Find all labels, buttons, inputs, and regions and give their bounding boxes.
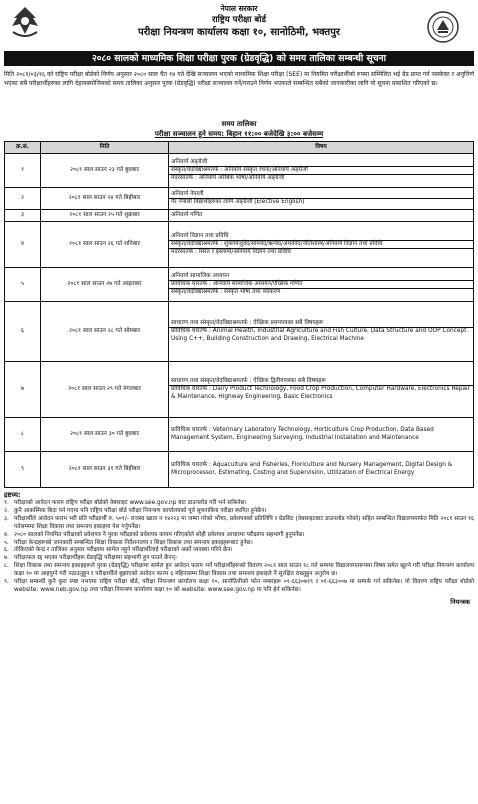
note-number: २. (4, 507, 9, 514)
table-row (5, 222, 474, 268)
subject-line: मदरसातर्फ : अनिवार्य अरेबिक भाषा/अनिवार्य अङ्ग्रेजी (171, 175, 285, 182)
note-number: ८. (4, 563, 9, 570)
row-subjects (169, 154, 474, 188)
subject-line: अनिवार्य सामाजिक अध्ययन (169, 273, 473, 281)
table-row (5, 362, 474, 418)
note-number: ७. (4, 555, 9, 562)
row-subjects (169, 362, 474, 418)
note-number: ६. (4, 547, 9, 554)
office-name: परीक्षा नियन्त्रण कार्यालय कक्षा १०, सानोठिमी, भक्तपुर (138, 27, 340, 38)
subject-line: संस्कृत/वेदविद्याश्रमतर्फ : संस्कृत भाषा तथा व्याकरण (171, 289, 281, 296)
row-subjects (169, 418, 474, 452)
note-text: परीक्षाफल रद्द भएका परीक्षार्थीहरू ग्रेडवृद्धि परीक्षामा सहभागी हुन पाउने छैनन्। (14, 555, 177, 562)
note-number: ३. (4, 515, 9, 522)
row-subjects (169, 188, 474, 210)
note-number: ५. (4, 539, 9, 546)
note-item (4, 516, 474, 532)
subject-line: साधारण तथा संस्कृत/वेदविद्याश्रमतर्फ : ऐच्छिक द्वितीयपत्रका सबै विषयहरू (169, 378, 473, 386)
govt-name: नेपाल सरकार (220, 4, 258, 13)
subject-line: प्राविधिक धारतर्फ : Dairy Product Technology, Food Crop Production, Computer Hardware, Electronics Repair & Maintenance, Highway Engineering, Basic Electronics (171, 386, 470, 400)
row-subjects (169, 210, 474, 222)
row-sn: ९ (5, 452, 41, 488)
table-row (5, 452, 474, 488)
row-date: २०८१ साल साउन २३ गते बुधबार (41, 154, 169, 188)
subject-line: संस्कृत/वेदविद्याश्रमतर्फ : शुक्लयजुर्वेद/सामवेद/ऋग्वेद/अथर्ववेद/नीतिशास्त्र/अनिवार्य विज्ञान तथा प्रविधि (169, 241, 473, 249)
notice-page (4, 4, 474, 796)
exam-time-line: परीक्षा सञ्चालन हुने समय: बिहान ११:०० बजेदेखि ३:०० बजेसम्म (154, 130, 324, 138)
row-date: २०८१ साल साउन २८ गते सोमबार (41, 302, 169, 362)
table-row (5, 154, 474, 188)
subject-line: साधारण तथा संस्कृत/वेदविद्याश्रमतर्फ : ऐच्छिक प्रथमपत्रका सबै विषयहरू (169, 320, 473, 328)
note-item (4, 500, 474, 508)
row-sn: ६ (5, 302, 41, 362)
schedule-table (4, 141, 474, 488)
table-row (5, 268, 474, 302)
note-text: कुनै आकस्मिक बिदा पर्न गएमा पनि राष्ट्रिय परीक्षा बोर्ड परीक्षा नियन्त्रण कार्यालयको पूर्व सूचनाबिना परीक्षा स्थगित हुनेछैन। (14, 507, 267, 514)
note-number: ४. (4, 531, 9, 538)
row-date: २०८१ साल साउन २६ गते शनिबार (41, 222, 169, 268)
subject-line: प्राविधिक धारतर्फ : Animal Health, Industrial Agriculture and Fish Culture, Data Structure and OOP Concept Using C++, Building Construction and Drawing, Electrical Machine (171, 328, 467, 342)
subject-line: संस्कृत/वेदविद्याश्रमतर्फ : अनिवार्य संस्कृत रचना/अनिवार्य अङ्ग्रेजी (169, 167, 473, 175)
row-sn: ५ (5, 268, 41, 302)
row-date: २०८१ साल साउन ३१ गते बिहीबार (41, 452, 169, 488)
note-text: परीक्षाको आवेदन फारम राष्ट्रिय परीक्षा बोर्डको वेबसाइट www.see.gov.np बाट डाउनलोड गरी भर्न सकिनेछ। (14, 500, 247, 506)
row-sn: ८ (5, 418, 41, 452)
notice-title-banner: २०८० सालको माध्यमिक शिक्षा परीक्षा पुरक (ग्रेडवृद्धि) को समय तालिका सम्बन्धी सूचना (4, 51, 474, 66)
subject-line: प्राविधिक धारतर्फ : Veterinary Laboratory Technology, Horticulture Crop Production, Data Based Management System, Engineering Surveying, Industrial Installation and Maintenance (171, 427, 434, 441)
row-sn: ७ (5, 362, 41, 418)
note-text: परीक्षार्थीले आवेदन फारम भरी प्रति परीक्षार्थी रु. ५०१/- राजस्व खाता न १४२२३ मा जम्मा गरेको भौचर, प्रवेशपत्रको प्रतिलिपि र ग्रेडसिट (वेबसाइटबाट डाउनलोड गरेको) सहित सम्बन्धित विद्यालयमार्फत मिति २०८१ साउन १६ गतेसम्ममा शिक्षा विकास तथा समन्वय इकाइमा पेश गर्नुपर्नेछ। (14, 515, 474, 530)
note-number: १. (4, 500, 9, 506)
table-row (5, 210, 474, 222)
header (4, 4, 474, 48)
nepal-emblem-icon (10, 6, 40, 40)
table-header-row (5, 142, 474, 154)
board-name: राष्ट्रिय परीक्षा बोर्ड (211, 15, 267, 25)
row-date: २०८१ साल साउन २७ गते आइतबार (41, 268, 169, 302)
table-row (5, 302, 474, 362)
notes-list (4, 500, 474, 595)
note-item (4, 563, 474, 579)
row-subjects (169, 222, 474, 268)
row-date: २०८१ साल साउन ३० गते बुधबार (41, 418, 169, 452)
table-row (5, 188, 474, 210)
row-sn: ३ (5, 210, 41, 222)
subject-line: अनिवार्य अङ्ग्रेजी (169, 159, 473, 167)
header-sn: क्र.सं. (5, 142, 41, 154)
note-item (4, 579, 474, 595)
table-row (5, 418, 474, 452)
header-date: मिति (41, 142, 169, 154)
row-subjects (169, 268, 474, 302)
note-item (4, 532, 474, 540)
row-subjects (169, 452, 474, 488)
subject-line: अनिवार्य नेपाली (169, 191, 473, 199)
subject-line: अनिवार्य गणित (171, 211, 203, 218)
subject-line: प्राविधिक धारतर्फ : अनिवार्य सामाजिक अध्ययन/ऐच्छिक गणित (169, 281, 473, 289)
row-date: २०८१ साल साउन २५ गते शुक्रबार (41, 210, 169, 222)
subject-line: अनिवार्य विज्ञान तथा प्रविधि (169, 233, 473, 241)
board-seal-icon (426, 10, 460, 44)
row-sn: २ (5, 188, 41, 210)
note-text: २०८० सालको नियमित परीक्षाको प्रवेशपत्र नै पुरक परीक्षाको प्रवेशपत्र कायम गरिएकोले सोही प्रवेशपत्र आधारमा परीक्षामा सहभागी हुनुपर्नेछ। (14, 531, 305, 538)
note-item (4, 508, 474, 516)
row-sn: ४ (5, 222, 41, 268)
note-text: परीक्षा सम्बन्धी कुनै कुरा स्पष्ट नभएमा राष्ट्रिय परीक्षा बोर्ड, परीक्षा नियन्त्रण कार्यालय कक्षा १०, सानोठिमीको फोन नम्बरहरू ०१-६६३०७१९ र ०१-६६३००७ मा सम्पर्क गर्न सकिनेछ। यो विवरण राष्ट्रिय परीक्षा बोर्डको website: www.neb.gov.np तथा परीक्षा नियन्त्रण कार्यालय कक्षा १० को website: www.see.gov.np मा पनि हेर्न सकिनेछ। (14, 579, 474, 593)
row-date: २०८१ साल साउन २९ गते मंगलबार (41, 362, 169, 418)
notes-title: द्रष्टव्य: (4, 491, 21, 499)
signature-title: नियन्त्रक (450, 597, 470, 606)
header-subject: विषय (169, 142, 474, 154)
intro-paragraph: मिति २०८१/०३/१६ को राष्ट्रिय परीक्षा बोर्डको निर्णय अनुसार २०८० साल चैत १४ गते देखि सञ्चालन भएको माध्यमिक शिक्षा परीक्षा (SEE) मा नियमित परीक्षार्थीको रुपमा सम्मिलित भई ग्रेड प्राप्त गर्न नसकेका र अनुत्तिर्ण भएका सबै परीक्षार्थीहरुका लागि देहायबमोजिमको समय तालिका अनुसार पुरक (ग्रेडवृद्धि) परीक्षा सञ्चालन गर्ने/गराउने निर्णय भएकाले सम्बन्धित सबैको जानकारीका लागि यो सूचना प्रकाशित गरिएको छ। (4, 71, 474, 87)
subject-line: मदरसातर्फ : सिरत र इस्लामी/अनिवार्य विज्ञान तथा प्रविधि (171, 249, 291, 256)
row-sn: १ (5, 154, 41, 188)
note-text: परीक्षा केन्द्रहरूको जानकारी सम्बन्धित शिक्षा विकास निर्देशनालय र शिक्षा विकास तथा समन्वय इकाइहरूबाट हुनेछ। (14, 539, 253, 546)
note-text: तोकिएको केन्द्र र तालिका अनुसार परीक्षामा सामेल नहुने परीक्षार्थीलाई परीक्षाको अर्को व्यवस्था गरिने छैन। (14, 547, 233, 554)
row-date: २०८१ साल साउन २४ गते बिहीबार (41, 188, 169, 210)
subject-line: गैर नेपाली विद्यार्थीहरुका लागि अङ्ग्रेजी (Elective English) (171, 199, 305, 205)
schedule-title: समय तालिका (221, 120, 257, 128)
note-text: शिक्षा विकास तथा समन्वय इकाइहरूले पुरक (ग्रेडवृद्धि) परीक्षामा सामेल हुन आवेदन फारम भर्ने परीक्षार्थीहरूको विवरण २०८१ साल साउन १८ गते सम्ममा विद्यालयगतरूपमा विषय समेत खुल्ने गरी परीक्षा नियन्त्रण कार्यालय कक्षा १० मा आइपुग्ने गरी पठाउनुहुन र परीक्षार्थीले बुझाएको आवेदन फारम ६ महिनासम्म शिक्षा विकास तथा समन्वय इकाइले नै सुरक्षित राख्नुहुन अनुरोध छ। (14, 563, 474, 578)
row-subjects (169, 302, 474, 362)
note-number: ९. (4, 579, 9, 586)
subject-line: प्राविधिक धारतर्फ : Aquaculture and Fisheries, Floriculture and Nursery Management, Digital Design & Microprocessor, Estimating, Costing and Supervision, Utilization of Electrical Energy (171, 462, 453, 476)
